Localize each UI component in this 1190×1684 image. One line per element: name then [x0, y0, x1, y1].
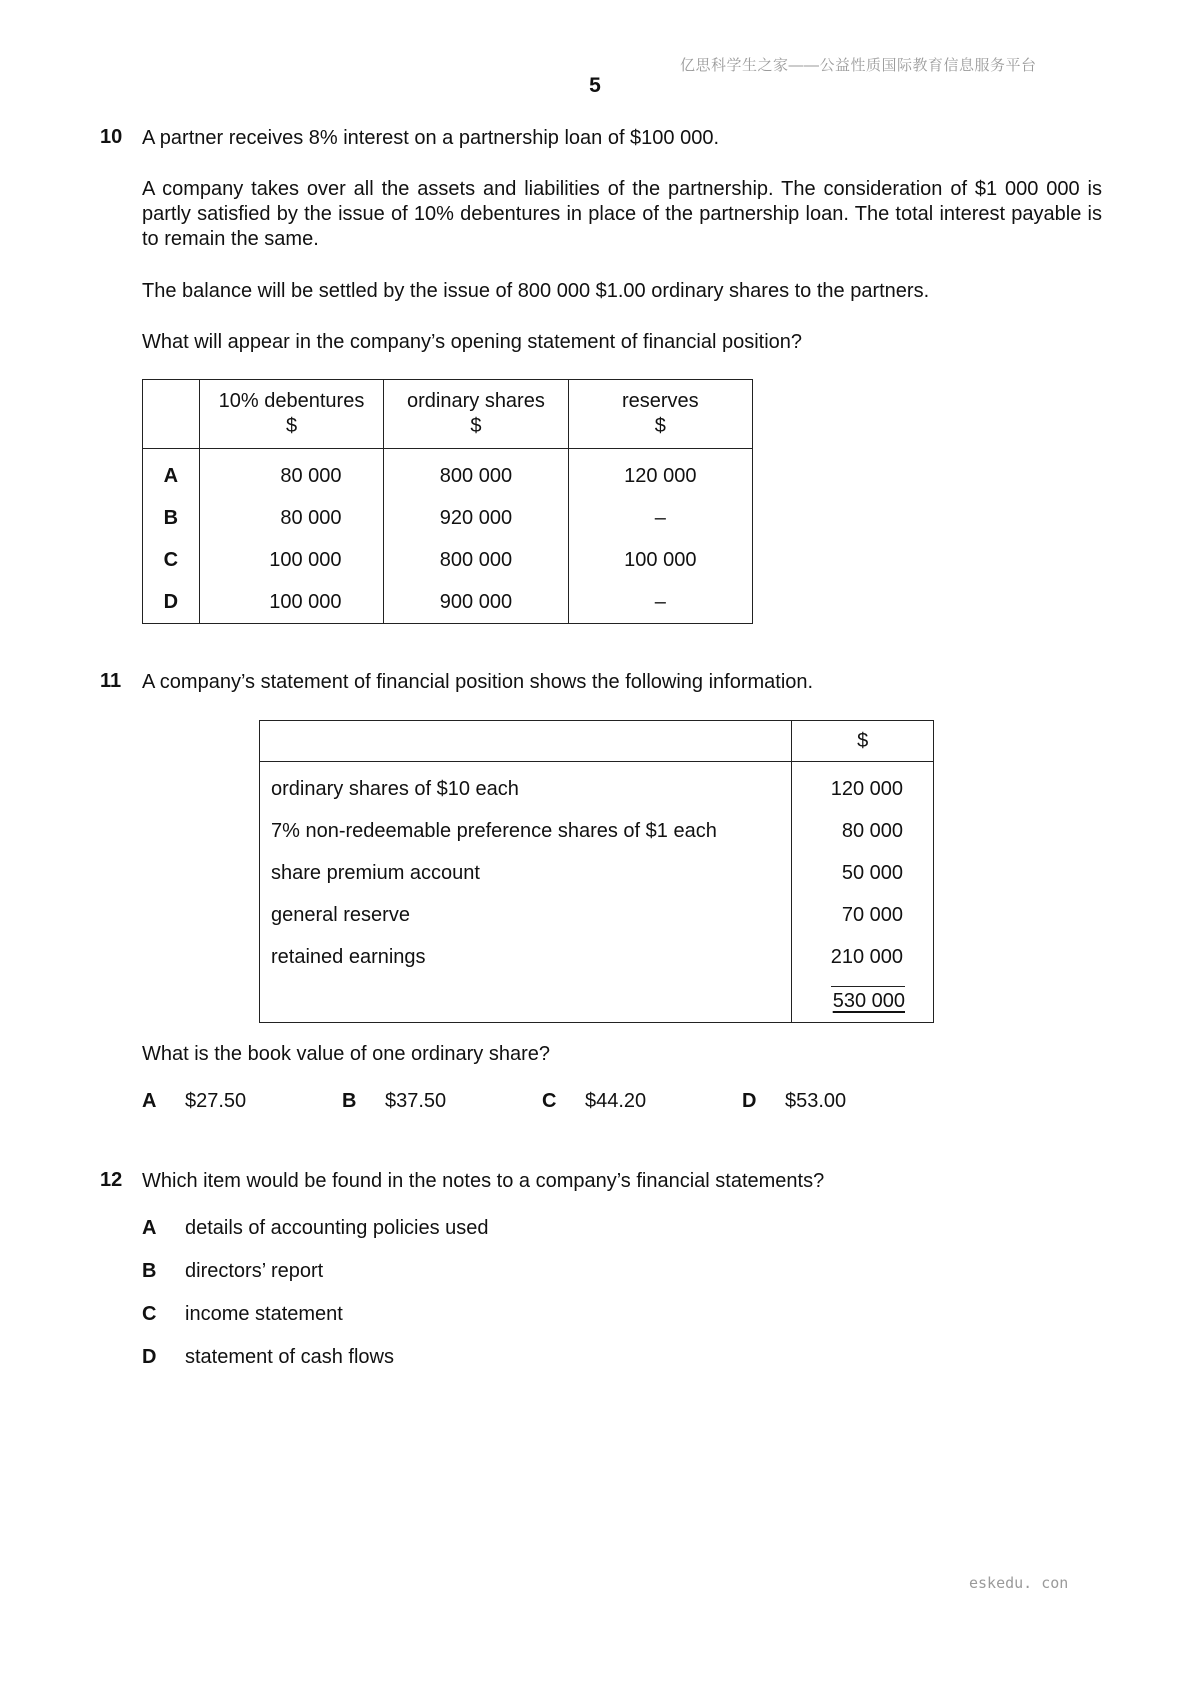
table-row: [143, 539, 753, 581]
reserves-value: –: [568, 497, 752, 539]
q12-option-c-text: income statement: [185, 1303, 343, 1325]
q11-option-d-text: $53.00: [785, 1090, 847, 1112]
item-label: 7% non-redeemable preference shares of $1 each: [260, 810, 792, 852]
item-label: share premium account: [260, 852, 792, 894]
table-row: [260, 936, 934, 978]
q10-header-reserves: reserves $: [568, 380, 752, 449]
reserves-value: 120 000: [568, 449, 752, 498]
q12-options: [142, 1217, 942, 1387]
shares-value: 920 000: [384, 497, 568, 539]
table-row: [260, 762, 934, 811]
q11-option-d-label: D: [742, 1090, 757, 1112]
q10-table-header: [143, 380, 753, 449]
table-row: [260, 894, 934, 936]
q11-option-b-text: $37.50: [385, 1090, 447, 1112]
table-total-row: [260, 978, 934, 1022]
debentures-value: 80 000: [199, 497, 384, 539]
shares-value: 800 000: [384, 449, 568, 498]
footer-watermark: eskedu. con: [969, 1574, 1069, 1592]
q11-option-b-label: B: [342, 1090, 357, 1112]
q11-header-unit: $: [792, 721, 934, 762]
q12-option-a-label: A: [142, 1217, 157, 1239]
debentures-value: 100 000: [199, 581, 384, 624]
item-amount: 120 000: [792, 762, 934, 811]
q10-header-debentures: 10% debentures $: [199, 380, 384, 449]
item-label: ordinary shares of $10 each: [260, 762, 792, 811]
q12-option-b-text: directors’ report: [185, 1260, 324, 1282]
q10-question: What will appear in the company’s opening statement of financial position?: [142, 331, 803, 353]
q10-paragraph3: The balance will be settled by the issue of 800 000 $1.00 ordinary shares to the partners.: [142, 280, 930, 302]
item-amount: 50 000: [792, 852, 934, 894]
q10-line1: A partner receives 8% interest on a partnership loan of $100 000.: [142, 127, 720, 149]
q11-balance-table: [259, 720, 934, 1023]
q10-number: 10: [100, 126, 123, 148]
q12-option-a-text: details of accounting policies used: [185, 1217, 489, 1239]
reserves-value: 100 000: [568, 539, 752, 581]
item-amount: 70 000: [792, 894, 934, 936]
option-label: D: [143, 581, 200, 624]
option-label: B: [143, 497, 200, 539]
q12-option-d-label: D: [142, 1346, 157, 1368]
item-amount: 80 000: [792, 810, 934, 852]
q11-option-a-label: A: [142, 1090, 157, 1112]
q11-option-c-label: C: [542, 1090, 557, 1112]
q10-header-shares: ordinary shares $: [384, 380, 568, 449]
shares-value: 800 000: [384, 539, 568, 581]
option-label: C: [143, 539, 200, 581]
total-amount: 530 000: [792, 978, 934, 1022]
reserves-value: –: [568, 581, 752, 624]
q10-paragraph2: A company takes over all the assets and liabilities of the partnership. The consideration of $1 000 000 is partly satisfied by the issue of 10% debentures in place of the partnership loan. The total interest payable is to remain the same.: [142, 178, 1102, 250]
q11-number: 11: [100, 670, 122, 692]
q12-option-d-text: statement of cash flows: [185, 1346, 394, 1368]
shares-value: 900 000: [384, 581, 568, 624]
q11-options: [142, 1090, 942, 1116]
total-blank: [260, 978, 792, 1022]
debentures-value: 80 000: [199, 449, 384, 498]
q11-option-a-text: $27.50: [185, 1090, 247, 1112]
q11-question: What is the book value of one ordinary share?: [142, 1043, 551, 1065]
table-row: [260, 852, 934, 894]
q11-intro: A company’s statement of financial position shows the following information.: [142, 671, 814, 693]
header-watermark: 亿思科学生之家——公益性质国际教育信息服务平台: [680, 57, 1037, 74]
q11-table-header: [260, 721, 934, 762]
table-row: [260, 810, 934, 852]
option-label: A: [143, 449, 200, 498]
table-row: [143, 497, 753, 539]
table-row: [143, 581, 753, 624]
q12-option-b-label: B: [142, 1260, 157, 1282]
item-label: retained earnings: [260, 936, 792, 978]
q10-options-table: [142, 379, 753, 624]
q11-header-blank: [260, 721, 792, 762]
q12-option-c-label: C: [142, 1303, 157, 1325]
debentures-value: 100 000: [199, 539, 384, 581]
q11-option-c-text: $44.20: [585, 1090, 647, 1112]
q12-question: Which item would be found in the notes to a company’s financial statements?: [142, 1170, 825, 1192]
page-number: 5: [589, 74, 601, 97]
q12-number: 12: [100, 1169, 123, 1191]
item-amount: 210 000: [792, 936, 934, 978]
item-label: general reserve: [260, 894, 792, 936]
q10-header-blank: [143, 380, 200, 449]
table-row: [143, 449, 753, 498]
